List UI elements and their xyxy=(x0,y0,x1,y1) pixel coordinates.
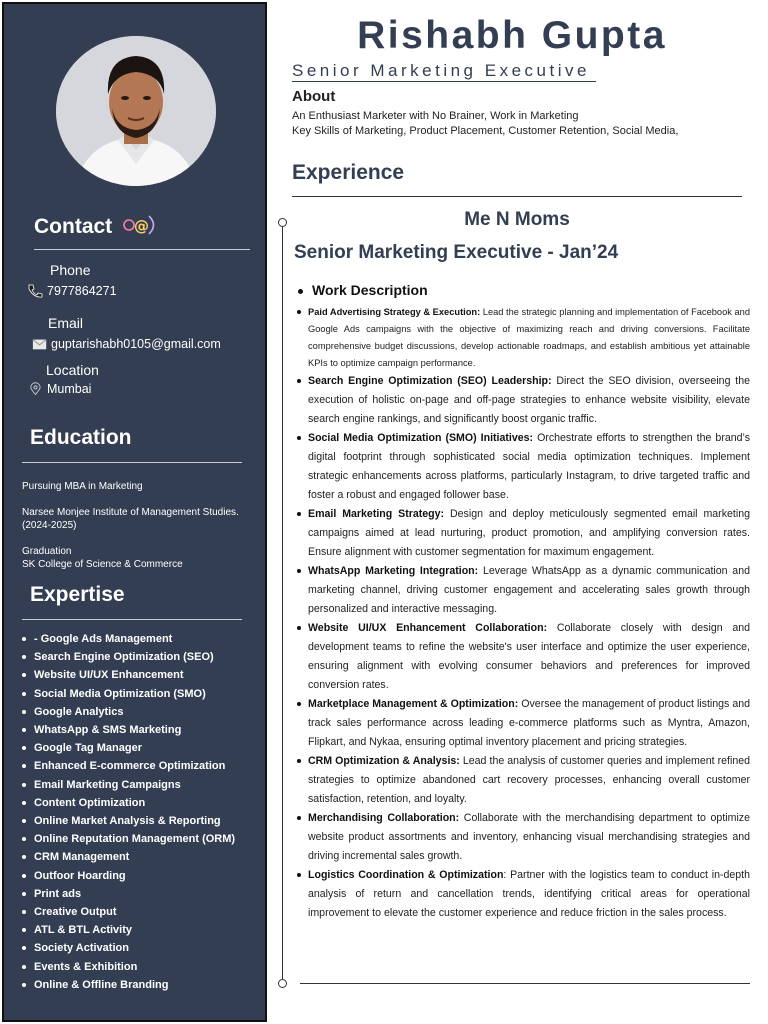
school-nmims: Narsee Monjee Institute of Management Studies. xyxy=(22,507,239,518)
duty-title: Logistics Coordination & Optimization xyxy=(308,869,504,881)
duties-list xyxy=(296,304,750,923)
duty-text: Direct the SEO division, overseeing the execution of holistic on-page and off-page strategies to enhance website visibility, elevate search engine rankings, and significantly boost organic traffic. xyxy=(308,375,751,425)
company-name: Me N Moms xyxy=(464,209,570,230)
experience-divider xyxy=(292,196,742,197)
expertise-divider xyxy=(22,619,242,620)
degree-graduation: Graduation xyxy=(22,546,72,557)
expertise-item: Society Activation xyxy=(18,939,235,957)
contact-divider xyxy=(34,249,250,250)
duty-text: Leverage WhatsApp as a dynamic communication and marketing channel, driving customer engagement and accelerating sales growth through personalized and interactive messaging. xyxy=(308,565,750,615)
email-address: guptarishabh0105@gmail.com xyxy=(51,337,221,351)
contact-heading: Contact @ xyxy=(34,212,159,239)
profile-photo xyxy=(56,36,216,186)
work-description-heading: Work Description xyxy=(296,282,428,298)
email-value[interactable] xyxy=(32,336,221,352)
duty-text: Orchestrate efforts to strengthen the brand’s digital footprint through sophisticated social media optimization techniques. Implement strategic enhancements across platforms, particularly Instagram, to drive targeted traffic and foster a robust and engaged follower base. xyxy=(308,432,750,501)
location-text: Mumbai xyxy=(47,382,92,396)
duty-text: Oversee the management of product listings and track sales performance across leading e-commerce platforms such as Myntra, Amazon, Flipkart, and Nykaa, ensuring optimal inventory placement and pricing strategies. xyxy=(308,698,750,748)
degree-mba: Pursuing MBA in Marketing xyxy=(22,481,143,492)
expertise-item: Creative Output xyxy=(18,903,235,921)
expertise-item: Content Optimization xyxy=(18,794,235,812)
expertise-item: WhatsApp & SMS Marketing xyxy=(18,721,235,739)
education-entry-nmims xyxy=(22,506,239,532)
expertise-item: Enhanced E-commerce Optimization xyxy=(18,757,235,775)
duty-title: Social Media Optimization (SMO) Initiatives: xyxy=(308,432,534,444)
contact-icon xyxy=(121,212,159,238)
sidebar xyxy=(2,2,267,1022)
about-heading: About xyxy=(292,88,336,105)
phone-label: Phone xyxy=(50,262,91,278)
expertise-item: Print ads xyxy=(18,885,235,903)
duty-title: Marketplace Management & Optimization: xyxy=(308,698,519,710)
expertise-item: Google Tag Manager xyxy=(18,739,235,757)
education-entry-mba xyxy=(22,480,143,493)
duty-item xyxy=(296,304,750,372)
school-sk-college: SK College of Science & Commerce xyxy=(22,559,183,570)
duty-title: Merchandising Collaboration: xyxy=(308,812,460,824)
svg-text:@: @ xyxy=(134,217,150,235)
expertise-item: Search Engine Optimization (SEO) xyxy=(18,648,235,666)
duty-item xyxy=(296,695,750,752)
duty-text: : Partner with the logistics team to conduct in-depth analysis of return and cancellation trends, identifying critical areas for operational improvement to elevate the customer experience and reduce friction in the sales process. xyxy=(308,869,750,919)
expertise-list xyxy=(18,630,235,994)
phone-icon xyxy=(26,283,44,299)
education-heading: Education xyxy=(30,426,132,449)
expertise-item: Online Reputation Management (ORM) xyxy=(18,830,235,848)
duty-text: Lead the analysis of customer queries and implement refined strategies to optimize abandoned cart recovery processes, enhancing overall customer satisfaction, retention, and loyalty. xyxy=(308,755,750,805)
duty-title: Search Engine Optimization (SEO) Leadership: xyxy=(308,375,552,387)
duty-title: Paid Advertising Strategy & Execution: xyxy=(308,307,481,317)
expertise-item: Online Market Analysis & Reporting xyxy=(18,812,235,830)
avatar xyxy=(56,36,216,186)
duty-text: Collaborate closely with design and development teams to refine the website's user interface and optimize the user experience, ensuring alignment with evolving consumer behaviors and preferences for improved conversion rates. xyxy=(308,622,750,691)
timeline-start-dot xyxy=(278,218,287,227)
expertise-item: Online & Offline Branding xyxy=(18,976,235,994)
duty-item xyxy=(296,429,750,505)
duty-item xyxy=(296,619,750,695)
expertise-heading: Expertise xyxy=(30,583,125,606)
phone-number: 7977864271 xyxy=(47,284,117,298)
duty-item xyxy=(296,809,750,866)
experience-heading: Experience xyxy=(292,161,405,184)
duty-title: Website UI/UX Enhancement Collaboration: xyxy=(308,622,548,634)
expertise-item: - Google Ads Management xyxy=(18,630,235,648)
expertise-item: Social Media Optimization (SMO) xyxy=(18,685,235,703)
duty-item xyxy=(296,372,750,429)
expertise-item: ATL & BTL Activity xyxy=(18,921,235,939)
duty-text: Design and deploy meticulously segmented email marketing campaigns aimed at lead nurturing, product promotion, and amplifying conversion rates. Ensure alignment with customer segmentation for maximum engagement. xyxy=(308,508,750,558)
duty-item xyxy=(296,505,750,562)
expertise-item: Website UI/UX Enhancement xyxy=(18,666,235,684)
duty-text: Lead the strategic planning and implementation of Facebook and Google Ads campaigns with the objective of maximizing reach and driving conversions. Facilitate comprehensive budget discussions, develop actionable roadmaps, and establish ambitious yet attainable KPIs to optimize campaign performance. xyxy=(308,307,750,368)
duty-title: CRM Optimization & Analysis: xyxy=(308,755,460,767)
years-nmims: (2024-2025) xyxy=(22,520,77,531)
about-line: An Enthusiast Marketer with No Brainer, Work in Marketing xyxy=(292,110,579,122)
phone-value[interactable] xyxy=(26,283,117,299)
duty-text: Collaborate with the merchandising department to optimize website product assortments and inventory, enhancing visual merchandising strategies and driving incremental sales growth. xyxy=(308,812,750,862)
duty-item xyxy=(296,866,750,923)
mail-icon xyxy=(32,336,48,352)
about-text xyxy=(292,109,692,139)
duty-title: Email Marketing Strategy: xyxy=(308,508,445,520)
about-line: Key Skills of Marketing, Product Placement, Customer Retention, Social Media, xyxy=(292,125,679,137)
expertise-item: CRM Management xyxy=(18,848,235,866)
expertise-item: Events & Exhibition xyxy=(18,958,235,976)
location-value xyxy=(30,381,91,397)
timeline-line xyxy=(282,222,283,984)
education-divider xyxy=(22,462,242,463)
timeline-end-dot xyxy=(278,979,287,988)
duty-item xyxy=(296,752,750,809)
location-pin-icon xyxy=(30,381,44,397)
expertise-item: Google Analytics xyxy=(18,703,235,721)
job-title: Senior Marketing Executive xyxy=(292,60,596,82)
education-entry-graduation xyxy=(22,545,183,571)
role-title: Senior Marketing Executive - Jan’24 xyxy=(294,242,619,263)
expertise-item: Email Marketing Campaigns xyxy=(18,776,235,794)
bottom-divider xyxy=(300,983,750,984)
location-label: Location xyxy=(46,362,99,378)
candidate-name: Rishabh Gupta xyxy=(357,14,667,57)
duty-item xyxy=(296,562,750,619)
duty-title: WhatsApp Marketing Integration: xyxy=(308,565,479,577)
expertise-item: Outfoor Hoarding xyxy=(18,867,235,885)
email-label: Email xyxy=(48,315,84,331)
